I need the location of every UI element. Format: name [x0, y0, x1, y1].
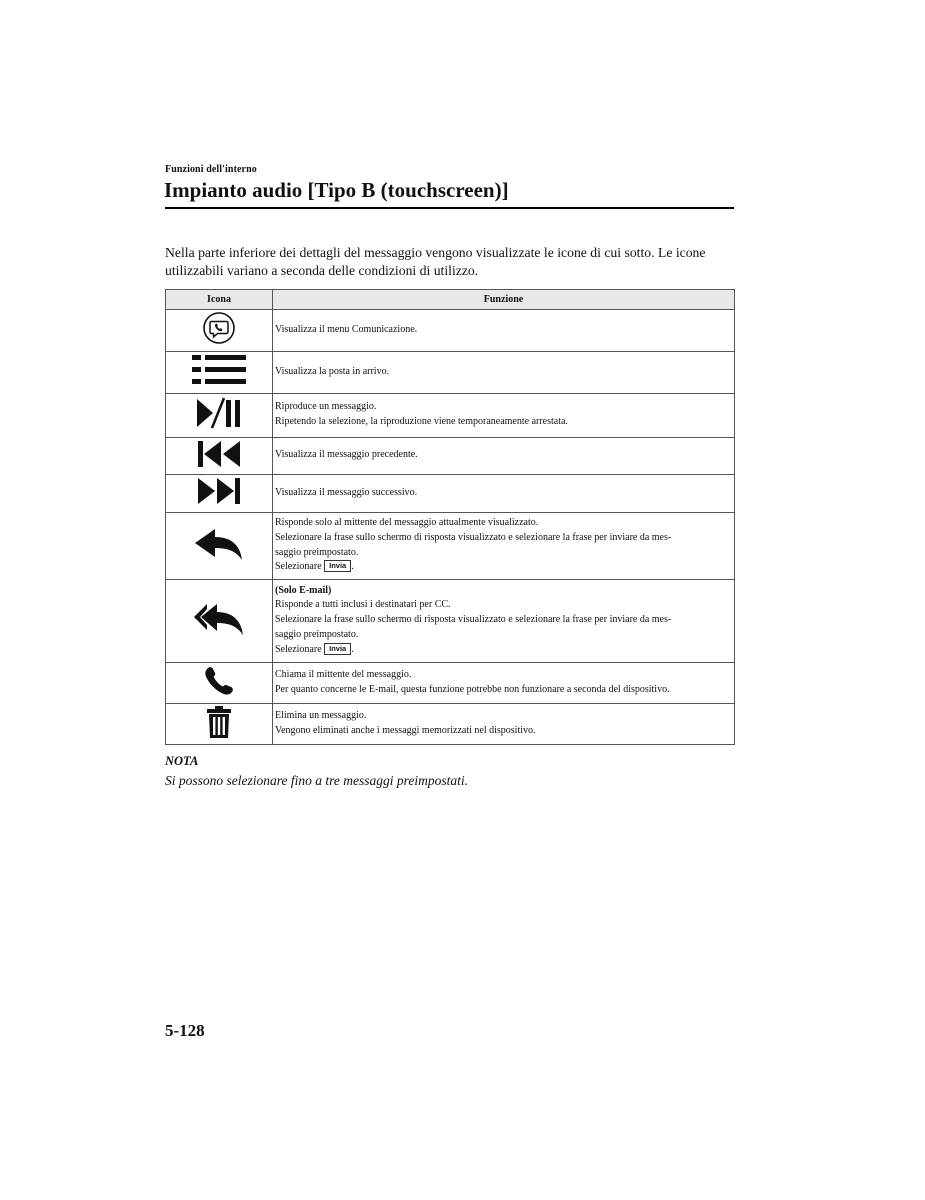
table-row	[166, 663, 735, 704]
table-header-row	[166, 290, 735, 310]
icons-table	[165, 289, 735, 745]
row-description-line: Ripetendo la selezione, la riproduzione viene temporaneamente arrestata.	[275, 416, 568, 427]
row-qualifier: (Solo E-mail)	[275, 584, 332, 596]
row-description-line: Visualizza il messaggio successivo.	[275, 486, 418, 498]
select-prefix: Selezionare	[275, 561, 322, 573]
row-description-line: Per quanto concerne le E-mail, questa funzione potrebbe non funzionare a seconda del dispositivo.	[275, 683, 670, 695]
intro-paragraph: Nella parte inferiore dei dettagli del messaggio vengono visualizzate le icone di cui sotto. Le icone utilizzabili variano a seconda delle condizioni di utilizzo.	[165, 245, 706, 278]
previous-track-icon	[197, 440, 241, 473]
reply-all-icon	[193, 601, 245, 642]
invia-button[interactable]: Invia	[324, 643, 351, 655]
row-description-line: Risponde a tutti inclusi i destinatari per CC.	[275, 599, 451, 611]
table-row	[166, 352, 735, 394]
select-instruction	[275, 560, 732, 575]
table-row	[166, 438, 735, 475]
row-description-line: saggio preimpostato.	[275, 546, 359, 558]
phone-call-icon	[202, 666, 236, 701]
row-description-line: saggio preimpostato.	[275, 628, 359, 640]
select-suffix: .	[351, 561, 354, 573]
section-label: Funzioni dell'interno	[165, 164, 257, 175]
title-divider	[165, 207, 734, 209]
inbox-list-icon	[192, 354, 246, 391]
reply-icon	[194, 526, 244, 567]
note-text: Si possono selezionare fino a tre messaggi preimpostati.	[165, 773, 468, 788]
invia-button[interactable]: Invia	[324, 560, 351, 572]
header-icona: Icona	[166, 290, 273, 310]
page-title: Impianto audio [Tipo B (touchscreen)]	[164, 178, 509, 202]
row-description-line: Visualizza il messaggio precedente.	[275, 449, 418, 461]
row-description-line: Chiama il mittente del messaggio.	[275, 668, 412, 680]
play-pause-icon	[195, 397, 243, 434]
note-heading: NOTA	[165, 754, 199, 768]
row-description-line: Elimina un messaggio.	[275, 709, 367, 721]
row-description-line: Visualizza il menu Comunicazione.	[275, 323, 418, 335]
table-row	[166, 310, 735, 352]
next-track-icon	[197, 477, 241, 510]
table-row	[166, 394, 735, 438]
select-instruction	[275, 643, 732, 658]
row-description-line: Riproduce un messaggio.	[275, 401, 377, 413]
communication-menu-icon	[202, 311, 236, 350]
row-description-line: Selezionare la frase sullo schermo di risposta visualizzato e selezionare la frase per inviare da mes-	[275, 614, 672, 626]
select-suffix: .	[351, 643, 354, 655]
page-number: 5-128	[165, 1021, 205, 1040]
table-row	[166, 580, 735, 663]
select-prefix: Selezionare	[275, 643, 322, 655]
table-row	[166, 704, 735, 745]
table-row	[166, 475, 735, 513]
row-description-line: Visualizza la posta in arrivo.	[275, 365, 390, 377]
header-funzione: Funzione	[273, 290, 735, 310]
row-description-line: Vengono eliminati anche i messaggi memorizzati nel dispositivo.	[275, 724, 536, 736]
trash-icon	[206, 705, 232, 744]
table-row	[166, 513, 735, 580]
row-description-line: Selezionare la frase sullo schermo di risposta visualizzato e selezionare la frase per inviare da mes-	[275, 531, 672, 543]
row-description-line: Risponde solo al mittente del messaggio attualmente visualizzato.	[275, 516, 539, 528]
